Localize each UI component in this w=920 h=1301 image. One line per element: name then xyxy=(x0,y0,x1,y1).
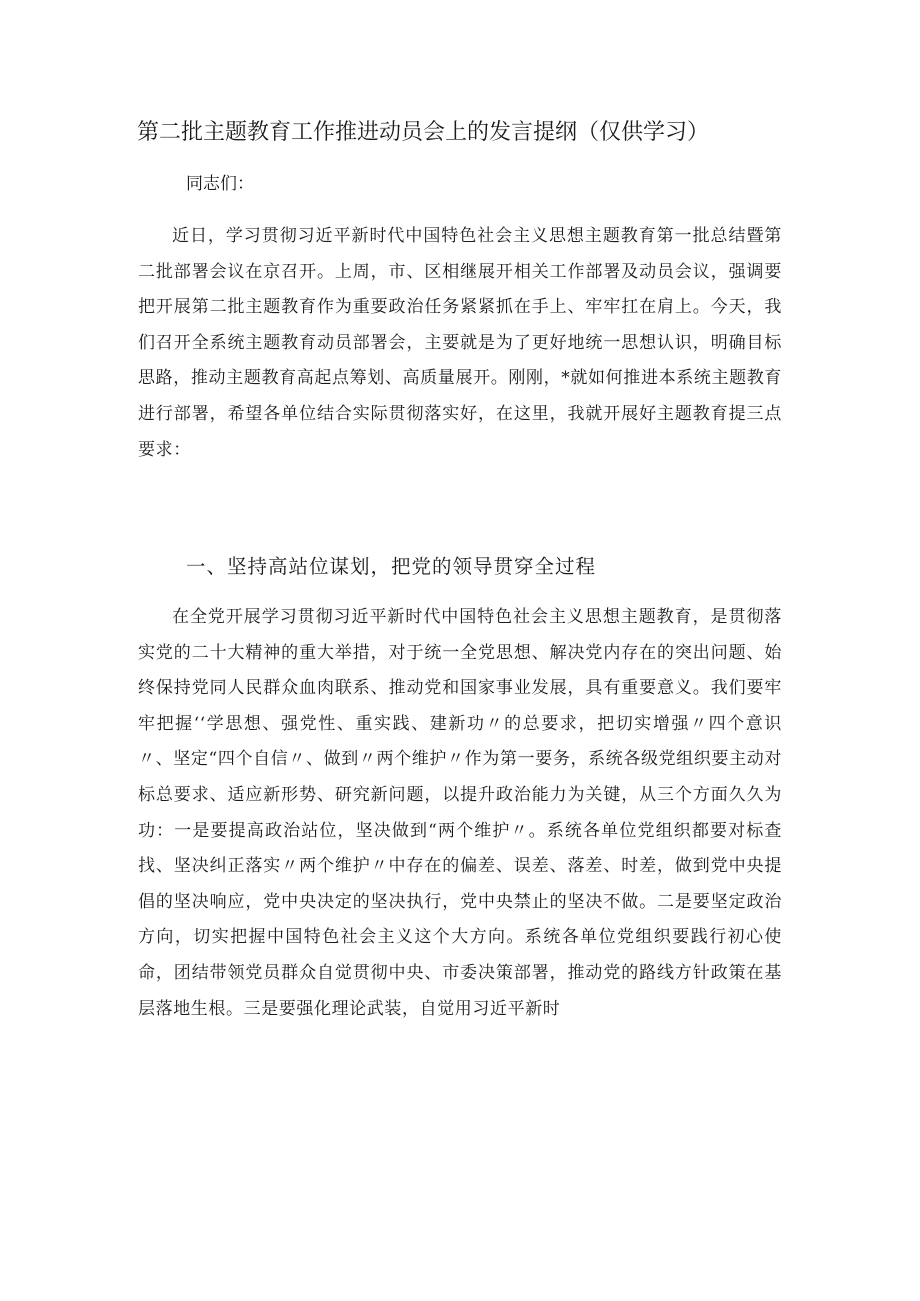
intro-paragraph: 近日，学习贯彻习近平新时代中国特色社会主义思想主题教育第一批总结暨第二批部署会议在京召开。上周，市、区相继展开相关工作部署及动员会议，强调要把开展第二批主题教育作为重要政治任务紧紧抓在手上、牢牢扛在肩上。今天，我们召开全系统主题教育动员部署会，主要就是为了更好地统一思想认识，明确目标思路，推动主题教育高起点筹划、高质量展开。刚刚，*就如何推进本系统主题教育进行部署，希望各单位结合实际贯彻落实好，在这里，我就开展好主题教育提三点要求： xyxy=(138,226,782,460)
salutation: 同志们： xyxy=(186,174,254,194)
section-heading-1: 一、坚持高站位谋划，把党的领导贯穿全过程 xyxy=(186,555,597,578)
section-1-paragraph: 在全党开展学习贯彻习近平新时代中国特色社会主义思想主题教育，是贯彻落实党的二十大精神的重大举措，对于统一全党思想、解决党内存在的突出问题、始终保持党同人民群众血肉联系、推动党和国家事业发展，具有重要意义。我们要牢牢把握‘‘学思想、强党性、重实践、建新功〃的总要求，把切实增强〃四个意识〃、坚定“四个自信〃、做到〃两个维护〃作为第一要务，系统各级党组织要主动对标总要求、适应新形势、研究新问题，以提升政治能力为关键，从三个方面久久为功：一是要提高政治站位，坚决做到“两个维护〃。系统各单位党组织都要对标查找、坚决纠正落实〃两个维护〃中存在的偏差、误差、落差、时差，做到党中央提倡的坚决响应，党中央决定的坚决执行，党中央禁止的坚决不做。二是要坚定政治方向，切实把握中国特色社会主义这个大方向。系统各单位党组织要践行初心使命，团结带领党员群众自觉贯彻中央、市委决策部署，推动党的路线方针政策在基层落地生根。三是要强化理论武装，自觉用习近平新时 xyxy=(138,607,782,1019)
document-title: 第二批主题教育工作推进动员会上的发言提纲（仅供学习） xyxy=(137,120,710,145)
